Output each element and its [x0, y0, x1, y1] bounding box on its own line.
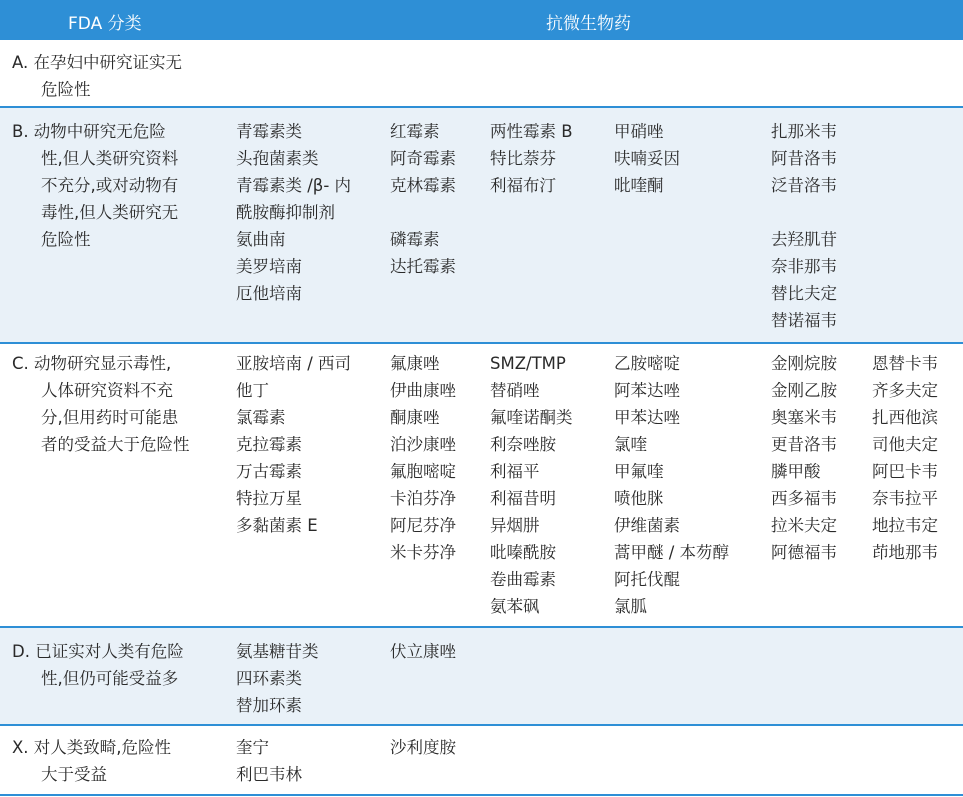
drug-name: 甲苯达唑: [614, 408, 680, 427]
drug-name: 阿昔洛韦: [771, 149, 837, 168]
drug-name: 美罗培南: [236, 257, 302, 276]
drug-name: 阿德福韦: [771, 543, 837, 562]
drug-name: 米卡芬净: [390, 543, 456, 562]
drug-name: 奥塞米韦: [771, 408, 837, 427]
drug-name: 沙利度胺: [390, 738, 456, 757]
drug-column: [614, 350, 729, 620]
category-line: 大于受益: [41, 765, 107, 784]
divider: [0, 794, 963, 796]
drug-name: 青霉素类: [236, 122, 302, 141]
row-x: [0, 726, 963, 794]
drug-column: [390, 734, 456, 761]
header-fda-category: FDA 分类: [68, 14, 142, 34]
drug-name: 扎西他滨: [872, 408, 938, 427]
drug-column: [614, 118, 680, 199]
drug-name: 泊沙康唑: [390, 435, 456, 454]
category-line: 毒性,但人类研究无: [41, 203, 179, 222]
drug-name: 阿尼芬净: [390, 516, 456, 535]
drug-name: 利巴韦林: [236, 765, 302, 784]
row-a: [0, 42, 963, 106]
spacer: [771, 199, 837, 226]
drug-column: [390, 350, 456, 566]
header-antimicrobials: 抗微生物药: [546, 14, 631, 34]
drug-name: 氟康唑: [390, 354, 440, 373]
category-line: A. 在孕妇中研究证实无: [12, 53, 182, 72]
drug-name: 氨基糖苷类: [236, 642, 319, 661]
drug-column: [390, 638, 456, 665]
category-b: [12, 118, 178, 253]
category-x: [12, 734, 171, 788]
drug-name: 氟喹诺酮类: [490, 408, 573, 427]
drug-name: 吡喹酮: [614, 176, 664, 195]
drug-name: 利福平: [490, 462, 540, 481]
category-c: [12, 350, 190, 458]
category-line: B. 动物中研究无危险: [12, 122, 166, 141]
drug-name: 膦甲酸: [771, 462, 821, 481]
drug-column: [236, 350, 351, 539]
drug-name: 特比萘芬: [490, 149, 556, 168]
drug-name: SMZ/TMP: [490, 354, 566, 373]
category-line: 危险性: [41, 230, 91, 249]
drug-name: 多黏菌素 E: [236, 516, 318, 535]
table-header: [0, 0, 963, 40]
drug-name: 奈韦拉平: [872, 489, 938, 508]
drug-name: 氟胞嘧啶: [390, 462, 456, 481]
drug-name: 利福布汀: [490, 176, 556, 195]
drug-name: 卡泊芬净: [390, 489, 456, 508]
drug-name: 两性霉素 B: [490, 122, 573, 141]
drug-name: 四环素类: [236, 669, 302, 688]
drug-name: 呋喃妥因: [614, 149, 680, 168]
drug-name: 酰胺酶抑制剂: [236, 203, 335, 222]
drug-name: 阿苯达唑: [614, 381, 680, 400]
drug-name: 扎那米韦: [771, 122, 837, 141]
drug-column: [390, 118, 456, 280]
drug-column: [490, 118, 573, 199]
category-line: 分,但用药时可能患: [41, 408, 179, 427]
drug-name: 氯胍: [614, 597, 647, 616]
row-b: [0, 108, 963, 342]
drug-name: 利奈唑胺: [490, 435, 556, 454]
drug-name: 亚胺培南 / 西司: [236, 354, 352, 373]
drug-name: 金刚烷胺: [771, 354, 837, 373]
drug-name: 伏立康唑: [390, 642, 456, 661]
category-line: 性,但仍可能受益多: [41, 669, 179, 688]
drug-name: 司他夫定: [872, 435, 938, 454]
drug-column: [236, 638, 319, 719]
drug-name: 蒿甲醚 / 本芴醇: [614, 543, 730, 562]
drug-name: 甲氟喹: [614, 462, 664, 481]
drug-name: 金刚乙胺: [771, 381, 837, 400]
category-line: C. 动物研究显示毒性,: [12, 354, 172, 373]
drug-column: [872, 350, 938, 566]
drug-name: 更昔洛韦: [771, 435, 837, 454]
drug-name: 氯喹: [614, 435, 647, 454]
drug-column: [771, 350, 837, 566]
category-line: 危险性: [41, 80, 91, 99]
drug-name: 替硝唑: [490, 381, 540, 400]
drug-name: 异烟肼: [490, 516, 540, 535]
drug-column: [771, 118, 837, 334]
drug-name: 奎宁: [236, 738, 269, 757]
category-a: [12, 49, 182, 103]
drug-name: 喷他脒: [614, 489, 664, 508]
drug-name: 替比夫定: [771, 284, 837, 303]
category-line: X. 对人类致畸,危险性: [12, 738, 172, 757]
drug-name: 伊维菌素: [614, 516, 680, 535]
drug-name: 齐多夫定: [872, 381, 938, 400]
drug-name: 替加环素: [236, 696, 302, 715]
drug-name: 磷霉素: [390, 230, 440, 249]
drug-name: 西多福韦: [771, 489, 837, 508]
drug-column: [490, 350, 573, 620]
drug-name: 特拉万星: [236, 489, 302, 508]
drug-name: 头孢菌素类: [236, 149, 319, 168]
drug-name: 利福昔明: [490, 489, 556, 508]
category-line: 者的受益大于危险性: [41, 435, 190, 454]
drug-name: 泛昔洛韦: [771, 176, 837, 195]
drug-column: [236, 118, 351, 307]
drug-name: 氨苯砜: [490, 597, 540, 616]
drug-name: 阿巴卡韦: [872, 462, 938, 481]
drug-name: 万古霉素: [236, 462, 302, 481]
drug-name: 氨曲南: [236, 230, 286, 249]
category-line: 人体研究资料不充: [41, 381, 173, 400]
drug-name: 他丁: [236, 381, 269, 400]
drug-name: 去羟肌苷: [771, 230, 837, 249]
category-line: 不充分,或对动物有: [41, 176, 179, 195]
drug-column: [236, 734, 302, 788]
drug-name: 伊曲康唑: [390, 381, 456, 400]
drug-name: 吡嗪酰胺: [490, 543, 556, 562]
drug-name: 青霉素类 /β- 内: [236, 176, 352, 195]
drug-name: 拉米夫定: [771, 516, 837, 535]
drug-name: 氯霉素: [236, 408, 286, 427]
drug-name: 克拉霉素: [236, 435, 302, 454]
category-d: [12, 638, 184, 692]
drug-name: 奈非那韦: [771, 257, 837, 276]
drug-name: 甲硝唑: [614, 122, 664, 141]
drug-name: 恩替卡韦: [872, 354, 938, 373]
drug-name: 阿托伐醌: [614, 570, 680, 589]
drug-name: 地拉韦定: [872, 516, 938, 535]
drug-name: 酮康唑: [390, 408, 440, 427]
drug-name: 厄他培南: [236, 284, 302, 303]
drug-name: 茚地那韦: [872, 543, 938, 562]
drug-name: 卷曲霉素: [490, 570, 556, 589]
category-line: D. 已证实对人类有危险: [12, 642, 184, 661]
drug-name: 达托霉素: [390, 257, 456, 276]
row-d: [0, 628, 963, 724]
row-c: [0, 344, 963, 626]
drug-name: 乙胺嘧啶: [614, 354, 680, 373]
drug-name: 替诺福韦: [771, 311, 837, 330]
drug-name: 克林霉素: [390, 176, 456, 195]
drug-name: 阿奇霉素: [390, 149, 456, 168]
drug-name: 红霉素: [390, 122, 440, 141]
category-line: 性,但人类研究资料: [41, 149, 179, 168]
spacer: [390, 199, 456, 226]
